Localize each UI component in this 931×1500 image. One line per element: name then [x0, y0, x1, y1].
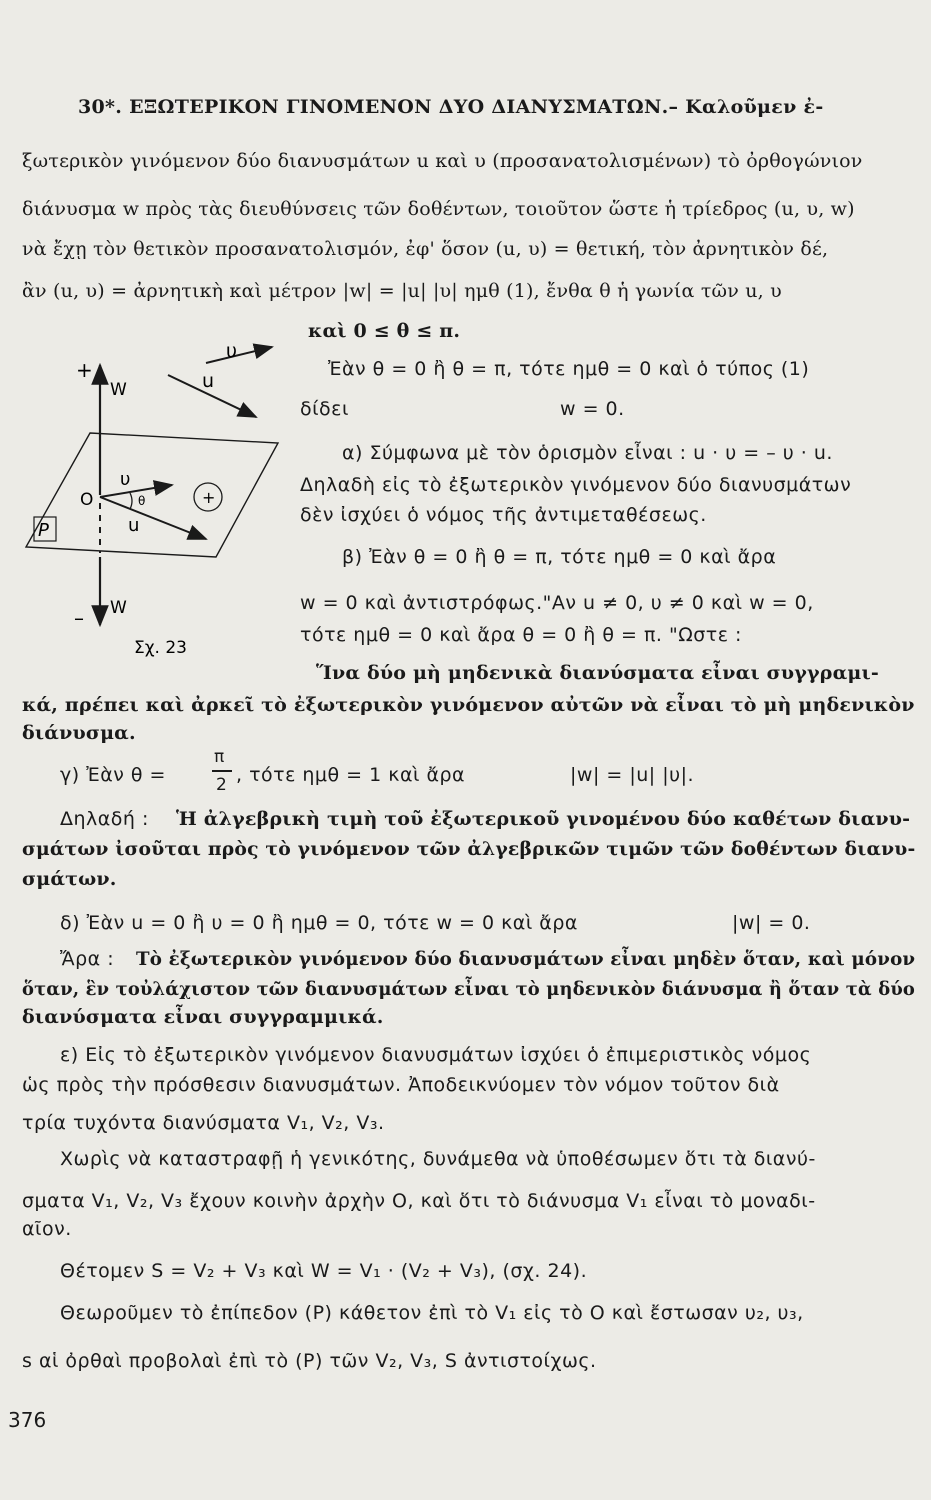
label-w-down: W	[110, 598, 127, 618]
f-line-2: σματα V₁, V₂, V₃ ἔχουν κοινὴν ἀρχὴν Ο, καὶ ὅτι τὸ διάνυσμα V₁ εἶναι τὸ μοναδι-	[22, 1190, 816, 1212]
side-line-4: α) Σύμφωνα μὲ τὸν ὁρισμὸν εἶναι : u · υ = – υ · u.	[342, 442, 833, 464]
delta-line-1: Ἡ ἀλγεβρικὴ τιμὴ τοῦ ἐξωτερικοῦ γινομένου δύο καθέτων διανυ-	[176, 808, 911, 830]
vector-v-floating	[206, 347, 272, 363]
definition-line-1: ξωτερικὸν γινόμενον δύο διανυσμάτων u καὶ υ (προσανατολισμένων) τὸ ὀρθογώνιον	[22, 150, 863, 172]
theorem-collinear-3: διάνυσμα.	[22, 722, 136, 744]
ara-line-2: ὅταν, ἓν τοὐλάχιστον τῶν διανυσμάτων εἶναι τὸ μηδενικὸν διάνυσμα ἢ ὅταν τὰ δύο	[22, 978, 916, 1000]
f-line-1: Χωρὶς νὰ καταστραφῇ ἡ γενικότης, δυνάμεθα νὰ ὑποθέσωμεν ὅτι τὰ διανύ-	[60, 1148, 816, 1170]
side-line-2: δίδει	[300, 398, 349, 420]
figure-23	[18, 325, 298, 665]
label-w-up: W	[110, 380, 127, 400]
definition-line-3: νὰ ἔχῃ τὸν θετικὸν προσανατολισμόν, ἐφ' ὅσον (u, υ) = θετική, τὸν ἀρνητικὸν δέ,	[22, 238, 829, 260]
e-line-3: τρία τυχόντα διανύσματα V₁, V₂, V₃.	[22, 1112, 385, 1134]
side-line-1: Ἐὰν θ = 0 ἢ θ = π, τότε ημθ = 0 καὶ ὁ τύπος (1)	[328, 358, 810, 380]
gamma-pi: π	[214, 747, 225, 767]
definition-line-5: καὶ 0 ≤ θ ≤ π.	[308, 320, 461, 342]
delta-line-3: σμάτων.	[22, 868, 117, 890]
side-line-8: w = 0 καὶ ἀντιστρόφως."Αν u ≠ 0, υ ≠ 0 καὶ w = 0,	[300, 592, 814, 614]
label-v-plane: υ	[120, 469, 131, 490]
e-line-1: ε) Εἰς τὸ ἐξωτερικὸν γινόμενον διανυσμάτων ἰσχύει ὁ ἐπιμεριστικὸς νόμος	[60, 1044, 812, 1066]
vector-u-plane	[100, 497, 206, 539]
figure-caption: Σχ. 23	[134, 638, 188, 658]
side-line-9: τότε ημθ = 0 καὶ ἄρα θ = 0 ἢ θ = π. "Ωστε :	[300, 624, 742, 646]
label-orient: +	[202, 488, 216, 507]
definition-line-2: διάνυσμα w πρὸς τὰς διευθύνσεις τῶν δοθέντων, τοιοῦτον ὥστε ἡ τρίεδρος (u, υ, w)	[22, 198, 855, 220]
vector-v-plane	[100, 485, 172, 497]
d-case-line: δ) Ἐὰν u = 0 ἢ υ = 0 ἢ ημθ = 0, τότε w = 0 καὶ ἄρα	[60, 912, 578, 934]
label-u-plane: u	[128, 515, 140, 536]
label-plus-axis: +	[76, 358, 93, 382]
label-v-top: υ	[226, 340, 237, 362]
definition-line-4: ἂν (u, υ) = ἀρνητικὴ καὶ μέτρον |w| = |u| |υ| ημθ (1), ἔνθα θ ἡ γωνία τῶν u, υ	[22, 280, 782, 302]
theorem-collinear-1: Ἵνα δύο μὴ μηδενικὰ διανύσματα εἶναι συγγραμι-	[316, 662, 879, 684]
theta-arc	[130, 493, 132, 509]
page-number: 376	[8, 1408, 47, 1432]
side-line-6: δὲν ἰσχύει ὁ νόμος τῆς ἀντιμεταθέσεως.	[300, 504, 707, 526]
h-line-2: s αἱ ὀρθαὶ προβολαὶ ἐπὶ τὸ (P) τῶν V₂, V₃, S ἀντιστοίχως.	[22, 1350, 597, 1372]
delta-line-2: σμάτων ἰσοῦται πρὸς τὸ γινόμενον τῶν ἀλγεβρικῶν τιμῶν τῶν δοθέντων διανυ-	[22, 838, 916, 860]
f-line-3: αῖον.	[22, 1218, 72, 1240]
g-line-1: Θέτομεν S = V₂ + V₃ καὶ W = V₁ · (V₂ + V₃), (σχ. 24).	[60, 1260, 588, 1282]
gamma-end: |w| = |u| |υ|.	[570, 764, 695, 786]
ara-label: Ἄρα :	[60, 948, 115, 970]
side-line-7: β) Ἐὰν θ = 0 ἢ θ = π, τότε ημθ = 0 καὶ ἄρα	[342, 546, 777, 568]
h-line-1: Θεωροῦμεν τὸ ἐπίπεδον (P) κάθετον ἐπὶ τὸ V₁ εἰς τὸ Ο καὶ ἔστωσαν υ₂, υ₃,	[60, 1302, 804, 1324]
label-plane: P	[38, 520, 49, 541]
theorem-collinear-2: κά, πρέπει καὶ ἀρκεῖ τὸ ἐξωτερικὸν γινόμενον αὐτῶν νὰ εἶναι τὸ μὴ μηδενικὸν	[22, 694, 915, 716]
section-title: 30*. ΕΞΩΤΕΡΙΚΟΝ ΓΙΝΟΜΕΝΟΝ ΔΥΟ ΔΙΑΝΥΣΜΑΤΩΝ.– Καλοῦμεν ἐ-	[78, 96, 824, 118]
label-u-top: u	[202, 370, 215, 392]
ara-line-3: διανύσματα εἶναι συγγραμμικά.	[22, 1006, 384, 1028]
plane-p	[26, 433, 278, 557]
label-theta: θ	[138, 494, 146, 508]
label-origin: O	[80, 490, 94, 510]
gamma-middle: , τότε ημθ = 1 καὶ ἄρα	[236, 764, 466, 786]
delta-label: Δηλαδή :	[60, 808, 149, 830]
gamma-start: γ) Ἐὰν θ =	[60, 764, 166, 786]
ara-line-1: Τὸ ἐξωτερικὸν γινόμενον δύο διανυσμάτων εἶναι μηδὲν ὅταν, καὶ μόνον	[136, 948, 916, 970]
label-minus-axis: –	[74, 606, 84, 630]
side-line-3: w = 0.	[560, 398, 625, 420]
side-line-5: Δηλαδὴ εἰς τὸ ἐξωτερικὸν γινόμενον δύο διανυσμάτων	[300, 474, 852, 496]
e-line-2: ὡς πρὸς τὴν πρόσθεσιν διανυσμάτων. Ἀποδεικνύομεν τὸν νόμον τοῦτον διὰ	[22, 1074, 780, 1096]
d-case-end: |w| = 0.	[732, 912, 811, 934]
gamma-two: 2	[216, 775, 228, 795]
